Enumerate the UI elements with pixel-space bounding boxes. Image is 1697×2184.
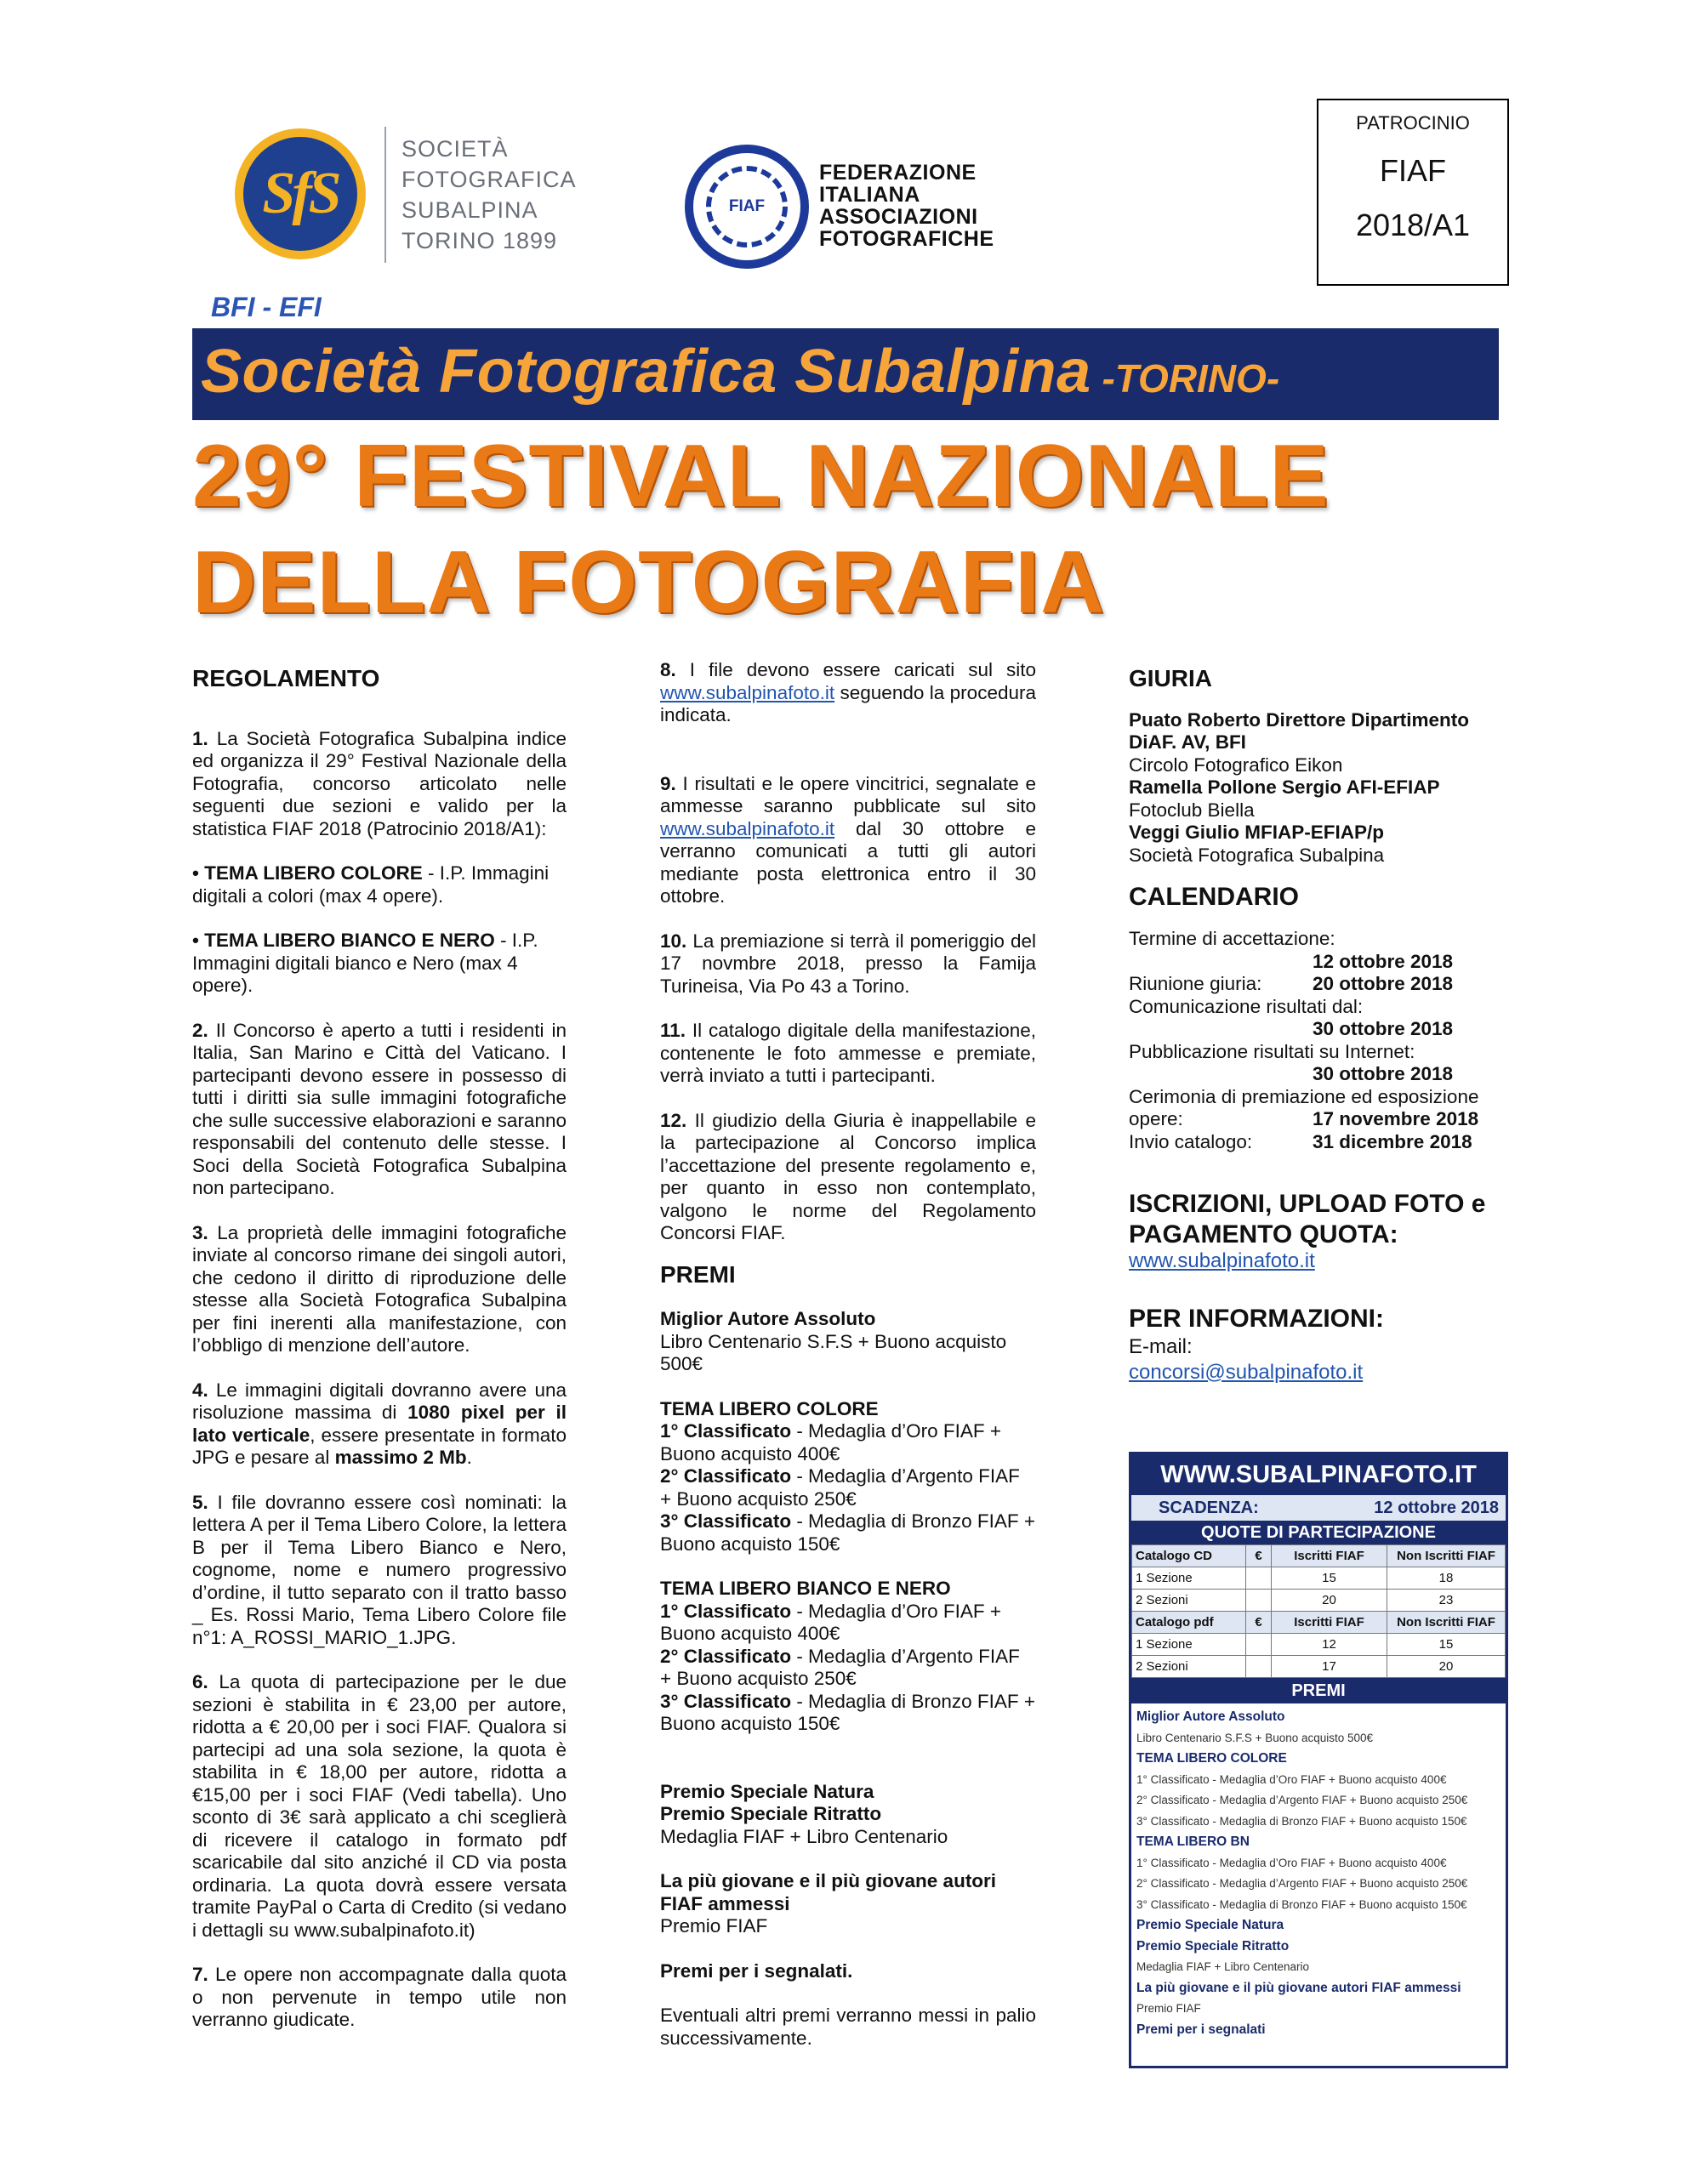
sfs-emblem-icon: SfS <box>235 128 366 259</box>
prize-segnalati: Premi per i segnalati. <box>660 1959 853 1982</box>
title-band <box>192 328 1499 420</box>
regolamento-column-2 <box>660 659 1036 2072</box>
patrocinio-code: 2018/A1 <box>1355 208 1471 242</box>
iscrizioni-title: ISCRIZIONI, UPLOAD FOTO e PAGAMENTO QUOTA: <box>1129 1190 1486 1248</box>
section-bianco-nero: • TEMA LIBERO BIANCO E NERO - I.P. Immagini digitali bianco e Nero (max 4 opere). <box>192 930 538 996</box>
iscrizioni-link[interactable]: www.subalpinafoto.it <box>1129 1249 1315 1272</box>
prize-speciali: Premio Speciale Natura Premio Speciale Ritratto Medaglia FIAF + Libro Centenario <box>660 1780 948 1847</box>
fiaf-aperture-icon: FIAF <box>685 145 809 269</box>
list-item: Premio FIAF <box>1136 2002 1201 2015</box>
regolamento-column-1 <box>192 665 567 2054</box>
table-row: 2 Sezioni 20 23 <box>1132 1590 1506 1612</box>
card-deadline: SCADENZA: 12 ottobre 2018 <box>1131 1495 1506 1521</box>
giuria-title: GIURIA <box>1129 665 1212 691</box>
rule-1: 1. La Società Fotografica Subalpina indice ed organizza il 29° Festival Nazionale della Fotografia, concorso articolato nelle seguenti due sezioni e valido per la statistica FIAF 2018 (Patrocinio 2018/A1): <box>192 727 567 839</box>
list-item: Premio Speciale Natura <box>1136 1918 1284 1932</box>
fee-table-header-cd: Catalogo CD € Iscritti FIAF Non Iscritti FIAF <box>1132 1545 1506 1567</box>
title-band-main: Società Fotografica Subalpina <box>201 338 1091 406</box>
list-item: Premio Speciale Ritratto <box>1136 1938 1290 1954</box>
fiaf-logo <box>685 145 1025 272</box>
list-item: Miglior Autore Assoluto <box>1136 1709 1285 1724</box>
informazioni-title: PER INFORMAZIONI: <box>1129 1304 1384 1333</box>
card-premi-title: PREMI <box>1131 1678 1506 1703</box>
table-row: 1 Sezione 15 18 <box>1132 1567 1506 1590</box>
email-label: E-mail: <box>1129 1334 1193 1358</box>
email-link[interactable]: concorsi@subalpinafoto.it <box>1129 1360 1364 1384</box>
site-link-results[interactable]: www.subalpinafoto.it <box>660 817 835 839</box>
rule-4: 4. Le immagini digitali dovranno avere una risoluzione massima di 1080 pixel per il lato verticale, essere presentate in formato JPG e pesare al massimo 2 Mb. <box>192 1379 567 1468</box>
patrocinio-box <box>1317 99 1509 286</box>
festival-title-line-1: 29° FESTIVAL NAZIONALE <box>192 427 1330 526</box>
section-colore: • TEMA LIBERO COLORE - I.P. Immagini digitali a colori (max 4 opere). <box>192 862 550 907</box>
bfi-efi-badge: BFI - EFI <box>211 292 322 322</box>
prize-altri: Eventuali altri premi verranno messi in palio successivamente. <box>660 2005 1036 2049</box>
calendario-list: Termine di accettazione: 12 ottobre 2018 Riunione giuria: 20 ottobre 2018 Comunicazione risultati dal: 30 ottobre 2018 Pubblicazione risultati su Internet: 30 ottobre 2018 Cerimonia di premiazione ed esposizione opere: 17 novembre 2018 Invio catalogo: 31 dicembre 2018 <box>1129 928 1479 1152</box>
fiaf-logo-text: FEDERAZIONE ITALIANA ASSOCIAZIONI FOTOGRAFICHE <box>819 161 994 251</box>
list-item: 2° Classificato - Medaglia d’Argento FIAF + Buono acquisto 250€ <box>1136 1877 1468 1890</box>
table-row: 2 Sezioni 17 20 <box>1132 1656 1506 1678</box>
list-item: Medaglia FIAF + Libro Centenario <box>1136 1960 1309 1973</box>
premi-title: PREMI <box>660 1260 736 1288</box>
prize-colore: TEMA LIBERO COLORE 1° Classificato - Medaglia d’Oro FIAF + Buono acquisto 400€ 2° Classificato - Medaglia d’Argento FIAF + Buono acquisto 250€ 3° Classificato - Medaglia di Bronzo FIAF + Buono acquisto 150€ <box>660 1397 1036 1555</box>
list-item: 2° Classificato - Medaglia d’Argento FIAF + Buono acquisto 250€ <box>1136 1794 1468 1806</box>
sfs-logo-text: SOCIETÀ FOTOGRAFICA SUBALPINA TORINO 1899 <box>401 136 577 253</box>
info-column <box>1129 665 1512 1385</box>
card-prize-list <box>1131 1703 1506 2044</box>
rule-11: 11. Il catalogo digitale della manifestazione, contenente le foto ammesse e premiate, verrà inviato a tutti i partecipanti. <box>660 1020 1036 1086</box>
rule-6: 6. La quota di partecipazione per le due sezioni è stabilita in € 23,00 per autore, ridotta a € 20,00 per i soci FIAF. Qualora si partecipi ad una sola sezione, la quota è stabilita in € 18,00 per autore, ridotta a €15,00 per i soci FIAF (Vedi tabella). Uno sconto di 3€ sarà applicato a chi sceglierà di ricevere il catalogo in formato pdf scaricabile dal sito anziché il CD via posta ordinaria. La quota dovrà essere versata tramite PayPal o Carta di Credito (si vedano i dettagli su www.subalpinafoto.it) <box>192 1671 567 1941</box>
fee-table <box>1131 1544 1506 1678</box>
rule-12: 12. Il giudizio della Giuria è inappellabile e la partecipazione al Concorso implica l’accettazione del presente regolamento e, per quanto in esso non contemplato, valgono le norme del Regolamento Concorsi FIAF. <box>660 1109 1036 1243</box>
list-item: TEMA LIBERO COLORE <box>1136 1751 1287 1766</box>
informazioni-section <box>1129 1304 1512 1385</box>
list-item: La più giovane e il più giovane autori FIAF ammessi <box>1136 1980 1461 1995</box>
prize-giovane: La più giovane e il più giovane autori FIAF ammessi Premio FIAF <box>660 1870 997 1937</box>
list-item: 1° Classificato - Medaglia d’Oro FIAF + Buono acquisto 400€ <box>1136 1856 1447 1869</box>
summary-card <box>1129 1452 1508 2068</box>
list-item: 3° Classificato - Medaglia di Bronzo FIAF + Buono acquisto 150€ <box>1136 1897 1467 1911</box>
logo-divider <box>384 127 386 263</box>
giuria-list: Puato Roberto Direttore Dipartimento DiAF. AV, BFI Circolo Fotografico Eikon Ramella Pollone Sergio AFI-EFIAP Fotoclub Biella Veggi Giulio MFIAP-EFIAP/p Società Fotografica Subalpina <box>1129 708 1470 866</box>
list-item: 3° Classificato - Medaglia di Bronzo FIAF + Buono acquisto 150€ <box>1136 1814 1467 1828</box>
site-link-upload[interactable]: www.subalpinafoto.it <box>660 681 835 703</box>
rule-10: 10. La premiazione si terrà il pomeriggio del 17 novmbre 2018, presso la Famija Turineisa, Via Po 43 a Torino. <box>660 930 1036 997</box>
regolamento-title: REGOLAMENTO <box>192 665 380 691</box>
list-item: Premi per i segnalati <box>1136 2022 1266 2037</box>
patrocinio-label: PATROCINIO <box>1356 112 1470 134</box>
rule-3: 3. La proprietà delle immagini fotografiche inviate al concorso rimane dei singoli autori, che cedono il diritto di riproduzione delle stesse alla Società Fotografica Subalpina per fini inerenti alla manifestazione, con l’obbligo di menzione dell’autore. <box>192 1221 567 1356</box>
iscrizioni-section <box>1129 1189 1512 1273</box>
rule-7: 7. Le opere non accompagnate dalla quota o non pervenute in tempo utile non verranno giudicate. <box>192 1964 567 2030</box>
fee-table-header-pdf: Catalogo pdf € Iscritti FIAF Non Iscritti FIAF <box>1132 1612 1506 1634</box>
list-item: TEMA LIBERO BN <box>1136 1834 1250 1849</box>
list-item: Libro Centenario S.F.S + Buono acquisto 500€ <box>1136 1731 1374 1744</box>
rule-8: 8. I file devono essere caricati sul sito www.subalpinafoto.it seguendo la procedura indicata. <box>660 659 1036 725</box>
rule-9: 9. I risultati e le opere vincitrici, segnalate e ammesse saranno pubblicate sul sito www.subalpinafoto.it dal 30 ottobre e verranno comunicati a tutti gli autori mediante posta elettronica entro il 30 ottobre. <box>660 772 1036 907</box>
festival-title-line-2: DELLA FOTOGRAFIA <box>192 533 1106 632</box>
card-site-title[interactable]: WWW.SUBALPINAFOTO.IT <box>1131 1454 1506 1495</box>
table-row: 1 Sezione 12 15 <box>1132 1634 1506 1656</box>
sfs-logo <box>231 123 589 272</box>
card-quote-title: QUOTE DI PARTECIPAZIONE <box>1131 1521 1506 1544</box>
list-item: 1° Classificato - Medaglia d’Oro FIAF + Buono acquisto 400€ <box>1136 1772 1447 1786</box>
patrocinio-org: FIAF <box>1380 153 1446 188</box>
rule-2: 2. Il Concorso è aperto a tutti i residenti in Italia, San Marino e Città del Vaticano. I partecipanti devono essere in possesso di tutti i diritti sia sulle immagini fotografiche che sulle successive elaborazioni e saranno responsabili del contenuto delle stesse. I Soci della Società Fotografica Subalpina non partecipano. <box>192 1019 567 1198</box>
calendario-title: CALENDARIO <box>1129 883 1299 911</box>
prize-assoluto: Miglior Autore Assoluto Libro Centenario S.F.S + Buono acquisto 500€ <box>660 1308 1007 1374</box>
rule-5: 5. I file dovranno essere così nominati: la lettera A per il Tema Libero Colore, la lettera B per il Tema Libero Bianco e Nero, cognome, nome e numero progressivo d’ordine, il tutto separato con il tratto basso _ Es. Rossi Mario, Tema Libero Colore file n°1: A_ROSSI_MARIO_1.JPG. <box>192 1491 567 1648</box>
title-band-city: -TORINO- <box>1091 356 1280 401</box>
prize-bianco-nero: TEMA LIBERO BIANCO E NERO 1° Classificato - Medaglia d’Oro FIAF + Buono acquisto 400€ 2° Classificato - Medaglia d’Argento FIAF + Buono acquisto 250€ 3° Classificato - Medaglia di Bronzo FIAF + Buono acquisto 150€ <box>660 1578 1036 1734</box>
